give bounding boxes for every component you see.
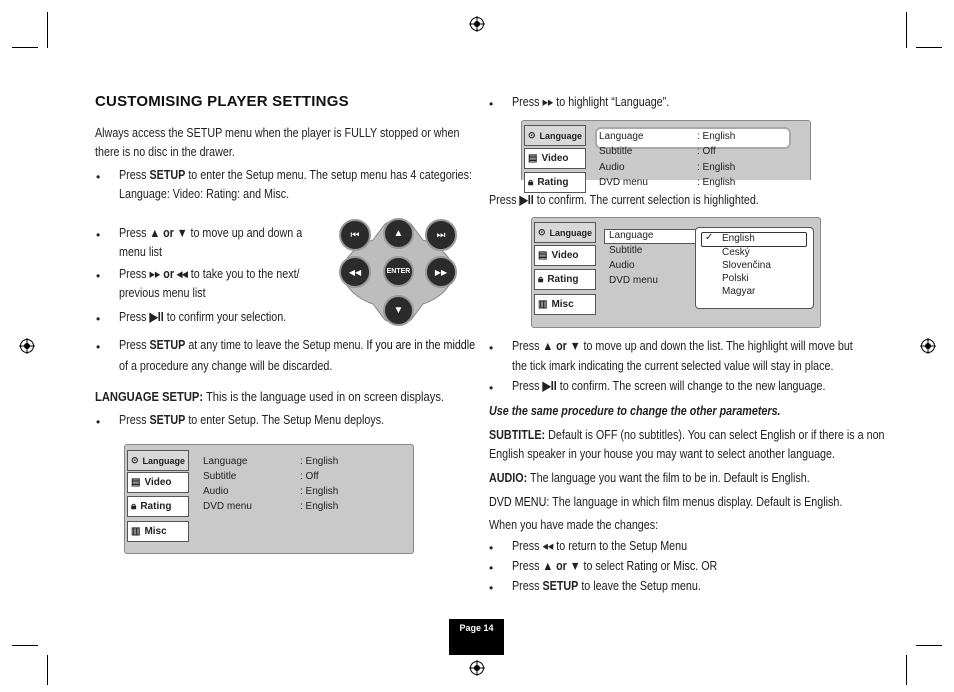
when-done-text: When you have made the changes: [489, 518, 659, 532]
crop-mark [47, 12, 48, 48]
menu-row-label: Subtitle [599, 146, 633, 157]
misc-icon: ▥ [538, 299, 548, 310]
language-icon: ⊙ [528, 130, 536, 140]
select-rating-instruction: Press ▲ or ▼ to select Rating or Misc. OR [512, 559, 718, 573]
crop-mark [906, 655, 907, 685]
tab-misc[interactable]: ▥ Misc [534, 294, 596, 315]
bullet: • [96, 340, 101, 354]
language-select-screen [531, 217, 821, 328]
video-icon: ▤ [528, 153, 538, 164]
bullet: • [96, 312, 101, 326]
page-heading: CUSTOMISING PLAYER SETTINGS [95, 93, 349, 110]
language-option[interactable]: Polski [722, 273, 749, 284]
registration-mark-icon [469, 16, 485, 32]
language-option[interactable]: Český [722, 247, 750, 258]
tab-language[interactable]: ⊙ Language [524, 125, 586, 146]
bullet: • [96, 228, 101, 242]
enter-button[interactable]: ENTER [383, 256, 414, 287]
language-dropdown-list[interactable] [695, 227, 814, 309]
menu-row-value: : English [697, 162, 736, 173]
highlight-language-instruction: Press ▸▸ to highlight “Language”. [512, 95, 670, 109]
lock-icon: 🔒︎ [131, 501, 137, 512]
confirm-language-instruction: Press ▶II to confirm. The screen will change to the new language. [512, 379, 826, 393]
bullet: • [489, 581, 494, 595]
tab-video[interactable]: ▤ Video [127, 472, 189, 493]
page-number: Page 14 [449, 619, 504, 655]
menu-row-label: Language [609, 230, 654, 241]
menu-row-label: Subtitle [609, 245, 643, 256]
menu-row-value: : English [300, 501, 339, 512]
dvd-menu-description: DVD MENU: The language in which film menus display. Default is English. [489, 495, 843, 509]
tab-video[interactable]: ▤ Video [524, 148, 586, 169]
audio-description: AUDIO: The language you want the film to be in. Default is English. [489, 471, 810, 485]
bullet: • [96, 415, 101, 429]
crop-mark [12, 47, 38, 48]
tab-language[interactable]: ⊙ Language [534, 222, 596, 243]
prev-chapter-button[interactable]: ⏮ [339, 219, 371, 251]
crop-mark [916, 47, 942, 48]
language-option[interactable]: Magyar [722, 286, 756, 297]
bullet: • [96, 269, 101, 283]
procedure-note: Use the same procedure to change the other parameters. [489, 404, 781, 418]
menu-row-label: DVD menu [609, 275, 658, 286]
registration-mark-icon [19, 338, 35, 354]
menu-row-value: : English [300, 456, 339, 467]
tab-video[interactable]: ▤ Video [534, 245, 596, 266]
menu-row-label: Language [599, 131, 644, 142]
confirm-instruction: Press ▶II to confirm your selection. [119, 310, 287, 324]
nextprev-instruction: Press ▸▸ or ◂◂ to take you to the next/ [119, 267, 300, 281]
confirm-highlight-instruction: Press ▶II to confirm. The current selection is highlighted. [489, 193, 759, 207]
up-button[interactable]: ▲ [383, 218, 414, 249]
tab-rating[interactable]: 🔒︎ Rating [534, 269, 596, 290]
enter-setup-instruction: Press SETUP to enter Setup. The Setup Menu deploys. [119, 413, 385, 427]
intro-line-2: there is no disc in the drawer. [95, 145, 235, 159]
rewind-button[interactable]: ◀◀ [339, 256, 371, 288]
menu-row-label: Audio [203, 486, 229, 497]
registration-mark-icon [469, 660, 485, 676]
menu-row-label: Language [203, 456, 248, 467]
setup-instruction: Press SETUP to enter the Setup menu. The setup menu has 4 categories: [119, 168, 472, 182]
intro-line-1: Always access the SETUP menu when the player is FULLY stopped or when [95, 126, 460, 140]
menu-row-label: Audio [599, 162, 625, 173]
menu-row-value: : Off [300, 471, 319, 482]
remote-control-illustration [337, 216, 460, 328]
registration-mark-icon [920, 338, 936, 354]
crop-mark [906, 12, 907, 48]
next-chapter-button[interactable]: ⏭ [425, 219, 457, 251]
move-list-instruction-2: the tick imark indicating the current selected value will stay in place. [512, 359, 834, 373]
lock-icon: 🔒︎ [538, 274, 544, 285]
bullet: • [489, 561, 494, 575]
language-icon: ⊙ [538, 227, 546, 237]
bullet: • [489, 541, 494, 555]
crop-mark [12, 645, 38, 646]
menu-row-label: Subtitle [203, 471, 237, 482]
setup-menu-highlight-screen [521, 120, 811, 188]
language-icon: ⊙ [131, 455, 139, 465]
menu-row-value: : English [697, 177, 736, 188]
subtitle-description: SUBTITLE: Default is OFF (no subtitles). You can select English or if there is a non [489, 428, 885, 442]
leave-setup-instruction: Press SETUP at any time to leave the Setup menu. If you are in the middle [119, 338, 476, 352]
menu-row-value: : English [300, 486, 339, 497]
language-setup-heading: LANGUAGE SETUP: This is the language used in on screen displays. [95, 389, 445, 404]
tab-rating[interactable]: 🔒︎ Rating [524, 172, 586, 193]
fast-forward-button[interactable]: ▶▶ [425, 256, 457, 288]
down-button[interactable]: ▼ [383, 295, 414, 326]
bullet: • [489, 381, 494, 395]
tab-rating[interactable]: 🔒︎ Rating [127, 496, 189, 517]
subtitle-description-2: English speaker in your house you may want to select another language. [489, 447, 836, 461]
crop-mark [916, 645, 942, 646]
bullet: • [489, 341, 494, 355]
crop-mark [47, 655, 48, 685]
leave-setup-warning: of a procedure any change will be discarded. [119, 359, 333, 373]
tab-misc[interactable]: ▥ Misc [127, 521, 189, 542]
nextprev-instruction-2: previous menu list [119, 286, 206, 300]
checkmark-icon: ✓ [705, 232, 714, 243]
updown-instruction-2: menu list [119, 245, 163, 259]
menu-row-label: DVD menu [599, 177, 648, 188]
setup-menu-screen [124, 444, 414, 554]
misc-icon: ▥ [131, 526, 141, 537]
menu-row-label: Audio [609, 260, 635, 271]
lock-icon: 🔒︎ [528, 177, 534, 188]
bullet: • [96, 170, 101, 184]
leave-setup-final-instruction: Press SETUP to leave the Setup menu. [512, 579, 701, 593]
video-icon: ▤ [538, 250, 548, 261]
language-option[interactable]: English [722, 233, 755, 244]
menu-row-value: : English [697, 131, 736, 142]
return-setup-instruction: Press ◂◂ to return to the Setup Menu [512, 539, 688, 553]
video-icon: ▤ [131, 477, 141, 488]
updown-instruction: Press ▲ or ▼ to move up and down a [119, 226, 303, 240]
setup-categories: Language: Video: Rating: and Misc. [119, 187, 290, 201]
tab-language[interactable]: ⊙ Language [127, 450, 189, 471]
menu-row-label: DVD menu [203, 501, 252, 512]
language-option[interactable]: Slovenčina [722, 260, 771, 271]
menu-row-value: : Off [697, 146, 716, 157]
bullet: • [489, 97, 494, 111]
move-list-instruction: Press ▲ or ▼ to move up and down the list. The highlight will move but [512, 339, 853, 353]
